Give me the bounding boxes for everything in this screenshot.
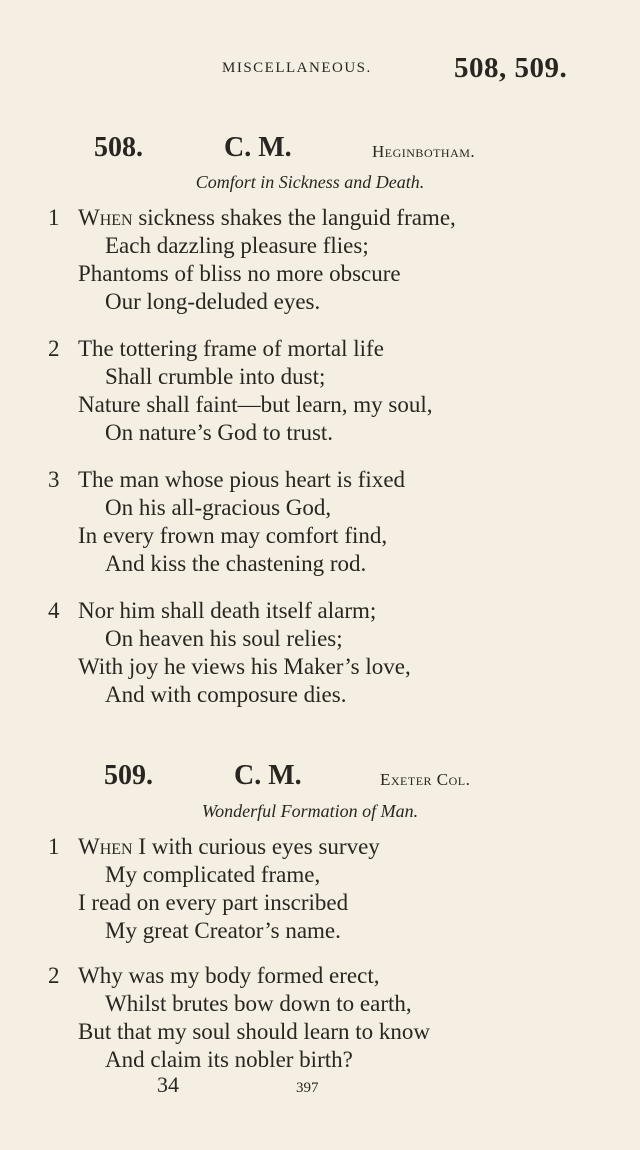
verse-line: My complicated frame, bbox=[105, 862, 321, 887]
running-head bbox=[0, 52, 640, 86]
verse-line: But that my soul should learn to know bbox=[78, 1019, 431, 1044]
verse-line: Each dazzling pleasure flies; bbox=[105, 233, 369, 258]
hymn-number: 509. bbox=[104, 760, 153, 791]
hymn-meter: C. M. bbox=[234, 760, 302, 791]
verse-line: Nor him shall death itself alarm; bbox=[78, 598, 377, 623]
verse-line-rest: I with curious eyes survey bbox=[132, 834, 380, 859]
verse-line: I read on every part inscribed bbox=[78, 890, 349, 915]
signature-mark: 34 bbox=[157, 1072, 179, 1097]
stanza-number: 1 bbox=[48, 205, 60, 230]
verse-line: On nature’s God to trust. bbox=[105, 420, 334, 445]
hymn-508-subtitle: Comfort in Sickness and Death. bbox=[195, 172, 425, 192]
hymn-meter: C. M. bbox=[224, 132, 292, 163]
hymn-tune: Heginbotham. bbox=[372, 142, 476, 161]
verse-line: Phantoms of bliss no more obscure bbox=[78, 261, 401, 286]
verse-line: The man whose pious heart is fixed bbox=[78, 467, 406, 492]
verse-line: The tottering frame of mortal life bbox=[78, 336, 384, 361]
verse-line: On heaven his soul relies; bbox=[105, 626, 343, 651]
verse-line: Nature shall faint—but learn, my soul, bbox=[78, 392, 433, 417]
verse-line: Why was my body formed erect, bbox=[78, 963, 380, 988]
page-number: 397 bbox=[296, 1080, 319, 1096]
verse-line bbox=[78, 205, 456, 231]
verse-line: My great Creator’s name. bbox=[105, 918, 341, 943]
stanza-number: 1 bbox=[48, 834, 60, 859]
verse-line-rest: sickness shakes the languid frame, bbox=[132, 205, 456, 230]
verse-line: Whilst brutes bow down to earth, bbox=[105, 991, 412, 1016]
stanza-number: 4 bbox=[48, 598, 60, 623]
hymn-509-subtitle: Wonderful Formation of Man. bbox=[201, 801, 419, 821]
running-head-hymn-numbers: 508, 509. bbox=[454, 52, 568, 84]
verse-line: Our long-deluded eyes. bbox=[105, 289, 321, 314]
running-head-section: MISCELLANEOUS. bbox=[222, 60, 372, 76]
verse-line: Shall crumble into dust; bbox=[105, 364, 326, 389]
verse-line: And with composure dies. bbox=[105, 682, 347, 707]
stanza-number: 2 bbox=[48, 336, 60, 361]
verse-line: And kiss the chastening rod. bbox=[105, 551, 367, 576]
hymn-509-header bbox=[0, 760, 640, 796]
verse-line: And claim its nobler birth? bbox=[105, 1047, 353, 1072]
verse-line: With joy he views his Maker’s love, bbox=[78, 654, 411, 679]
verse-line: On his all-gracious God, bbox=[105, 495, 332, 520]
verse-line bbox=[78, 834, 380, 860]
stanza-number: 2 bbox=[48, 963, 60, 988]
hymn-tune: Exeter Col. bbox=[380, 770, 471, 789]
hymn-number: 508. bbox=[94, 132, 143, 163]
verse-first-word: When bbox=[78, 834, 133, 859]
hymn-508-header bbox=[0, 132, 640, 168]
verse-line: In every frown may comfort find, bbox=[78, 523, 388, 548]
verse-first-word: When bbox=[78, 205, 133, 230]
stanza-number: 3 bbox=[48, 467, 60, 492]
